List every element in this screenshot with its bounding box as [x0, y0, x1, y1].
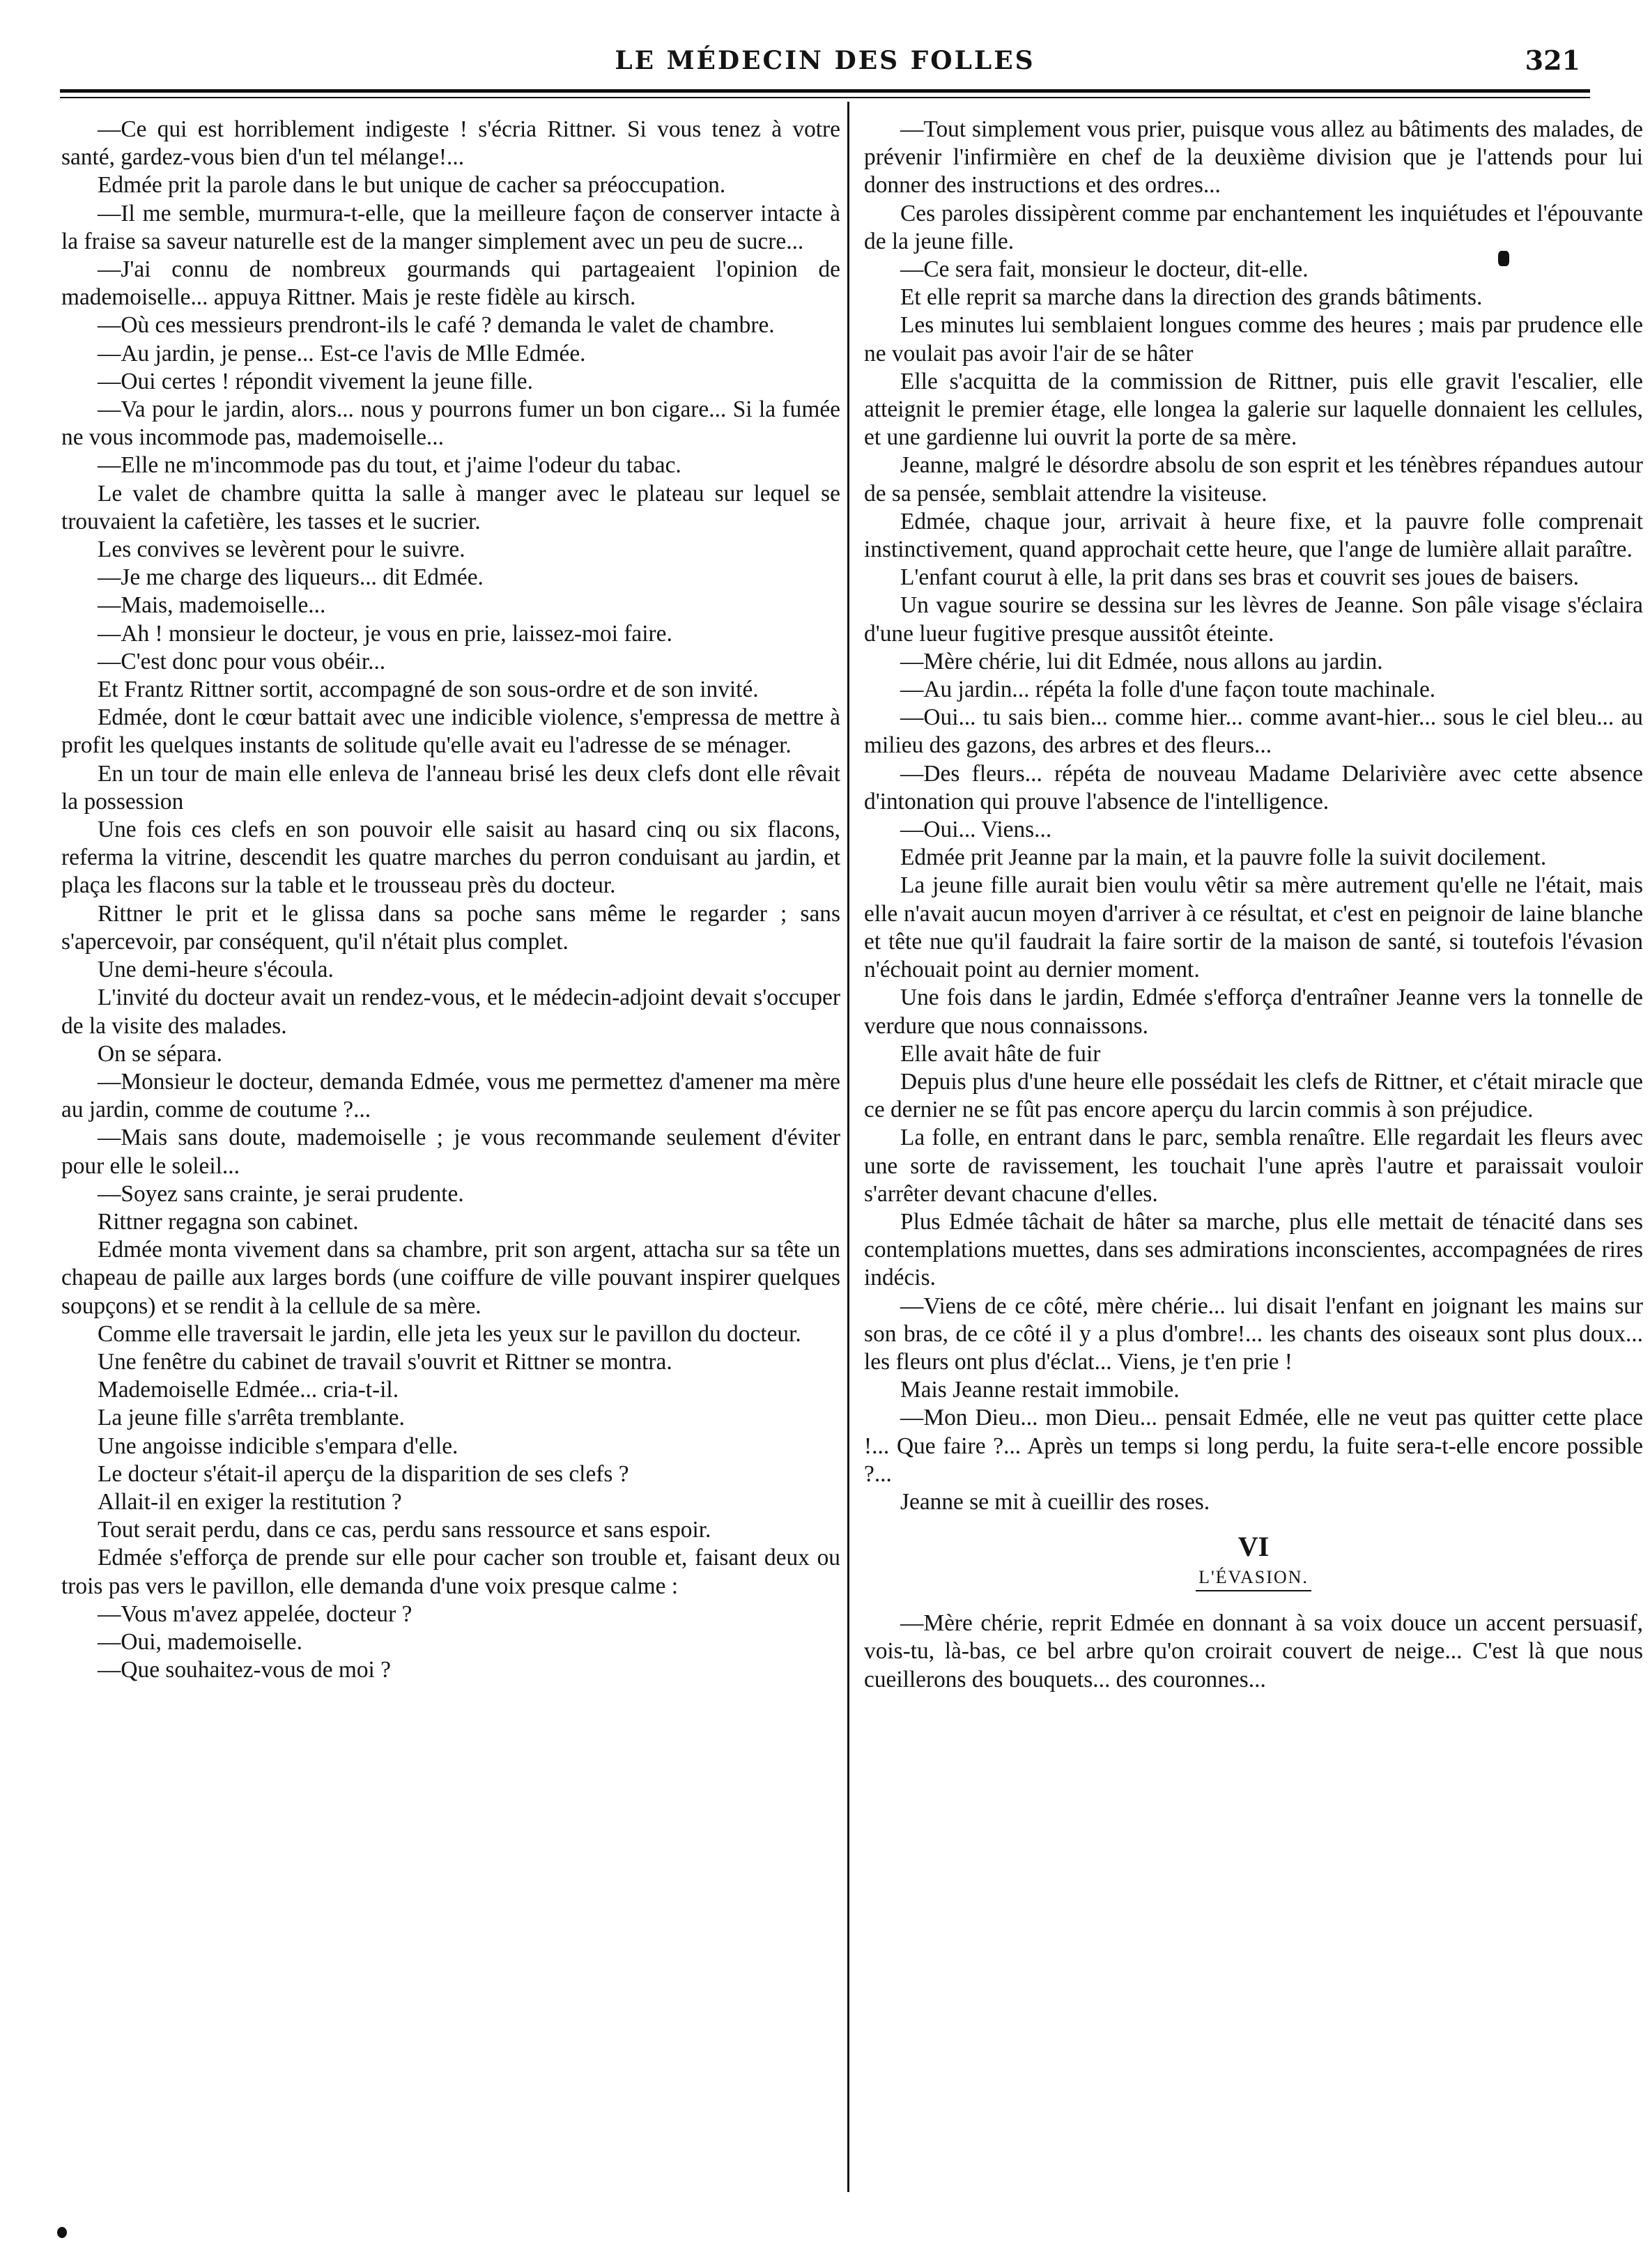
paragraph: Le docteur s'était-il aperçu de la disparition de ses clefs ? — [98, 1460, 629, 1487]
section-title — [864, 1565, 1643, 1591]
paragraph: Une fois dans le jardin, Edmée s'efforça d'entraîner Jeanne vers la tonnelle de verdure que nous connaissons. — [864, 985, 1643, 1039]
paragraph: Edmée, chaque jour, arrivait à heure fixe, et la pauvre folle comprenait instinctivement, quand approchait cette heure, que l'ange de lumière allait paraître. — [864, 508, 1643, 563]
paragraph: —Il me semble, murmura-t-elle, que la meilleure façon de conserver intacte à la fraise sa saveur naturelle est de la manger simplement avec un peu de sucre... — [61, 200, 840, 254]
paragraph: Jeanne se mit à cueillir des roses. — [900, 1488, 1210, 1515]
paragraph: Edmée s'efforça de prende sur elle pour cacher son trouble et, faisant deux ou trois pas vers le pavillon, elle demanda d'une voix presque calme : — [61, 1545, 840, 1599]
paragraph: L'invité du docteur avait un rendez-vous, et le médecin-adjoint devait s'occuper de la visite des malades. — [61, 985, 840, 1039]
paragraph: Le valet de chambre quitta la salle à manger avec le plateau sur lequel se trouvaient la cafetière, les tasses et le sucrier. — [61, 480, 840, 534]
paragraph: La jeune fille s'arrêta tremblante. — [98, 1405, 405, 1431]
paragraph: —Oui... Viens... — [900, 817, 1052, 843]
paragraph: Une demi-heure s'écoula. — [98, 957, 334, 983]
paragraph: Depuis plus d'une heure elle possédait les clefs de Rittner, et c'était miracle que ce dernier ne se fût pas encore aperçu du larcin commis à son préjudice. — [864, 1068, 1643, 1123]
paragraph: —Au jardin... répéta la folle d'une façon toute machinale. — [900, 677, 1436, 703]
paragraph: —Viens de ce côté, mère chérie... lui disait l'enfant en joignant les mains sur son bras, de ce côté il y a plus d'ombre!... les chants des oiseaux sont plus doux... les fleurs ont plus d'éclat... Viens, je t'en prie ! — [864, 1293, 1643, 1375]
ink-speck — [1498, 251, 1509, 266]
paragraph: —Mais sans doute, mademoiselle ; je vous recommande seulement d'éviter pour elle le soleil... — [61, 1125, 840, 1179]
page-number: 321 — [1525, 45, 1580, 76]
paragraph: —Mon Dieu... mon Dieu... pensait Edmée, elle ne veut pas quitter cette place !... Que faire ?... Après un temps si long perdu, la fuite sera-t-elle encore possible ?... — [864, 1405, 1643, 1487]
ink-speck — [57, 2227, 67, 2238]
paragraph: —Au jardin, je pense... Est-ce l'avis de Mlle Edmée. — [98, 340, 586, 367]
paragraph: Rittner le prit et le glissa dans sa poche sans même le regarder ; sans s'apercevoir, par conséquent, qu'il n'était plus complet. — [61, 900, 840, 955]
header-rule-thin — [60, 97, 1590, 98]
right-column — [864, 116, 1643, 1694]
paragraph: —Vous m'avez appelée, docteur ? — [98, 1600, 412, 1627]
paragraph: —Que souhaitez-vous de moi ? — [98, 1657, 391, 1683]
paragraph: —Monsieur le docteur, demanda Edmée, vous me permettez d'amener ma mère au jardin, comme de coutume ?... — [61, 1068, 840, 1123]
paragraph: Mais Jeanne restait immobile. — [900, 1377, 1180, 1403]
paragraph: —Oui, mademoiselle. — [98, 1628, 302, 1655]
paragraph: —Va pour le jardin, alors... nous y pourrons fumer un bon cigare... Si la fumée ne vous incommode pas, mademoiselle... — [61, 396, 840, 451]
paragraph: —Ce sera fait, monsieur le docteur, dit-elle. — [900, 256, 1309, 283]
header-rule-thick — [60, 89, 1590, 93]
paragraph: Edmée, dont le cœur battait avec une indicible violence, s'empressa de mettre à profit les quelques instants de solitude qu'elle avait eu l'adresse de se ménager. — [61, 704, 840, 759]
paragraph: Comme elle traversait le jardin, elle jeta les yeux sur le pavillon du docteur. — [98, 1320, 801, 1347]
paragraph: Edmée monta vivement dans sa chambre, prit son argent, attacha sur sa tête un chapeau de paille aux larges bords (une coiffure de ville pouvant inspirer quelques soupçons) et se rendit à la cellule de sa mère. — [61, 1237, 840, 1319]
paragraph: Une angoisse indicible s'empara d'elle. — [98, 1433, 458, 1459]
paragraph: Ces paroles dissipèrent comme par enchantement les inquiétudes et l'épouvante de la jeune fille. — [864, 200, 1643, 254]
paragraph: Tout serait perdu, dans ce cas, perdu sans ressource et sans espoir. — [98, 1517, 711, 1543]
paragraph: —C'est donc pour vous obéir... — [98, 648, 386, 674]
running-title: LE MÉDECIN DES FOLLES — [615, 46, 1035, 75]
paragraph: Une fenêtre du cabinet de travail s'ouvrit et Rittner se montra. — [98, 1348, 672, 1375]
paragraph: Edmée prit la parole dans le but unique de cacher sa préoccupation. — [98, 172, 726, 199]
paragraph: Les minutes lui semblaient longues comme des heures ; mais par prudence elle ne voulait pas avoir l'air de se hâter — [864, 312, 1643, 367]
running-header — [60, 40, 1590, 79]
paragraph: Elle s'acquitta de la commission de Rittner, puis elle gravit l'escalier, elle atteignit le premier étage, elle longea la galerie sur laquelle donnaient les cellules, et une gardienne lui ouvrit la porte de sa mère. — [864, 368, 1643, 451]
column-divider — [847, 102, 849, 2192]
paragraph: Rittner regagna son cabinet. — [98, 1208, 359, 1235]
paragraph: Edmée prit Jeanne par la main, et la pauvre folle la suivit docilement. — [900, 844, 1547, 871]
paragraph: Une fois ces clefs en son pouvoir elle saisit au hasard cinq ou six flacons, referma la vitrine, descendit les quatre marches du perron conduisant au jardin, et plaça les flacons sur la table et le trousseau près du docteur. — [61, 817, 840, 899]
paragraph: Les convives se levèrent pour le suivre. — [98, 537, 465, 563]
paragraph: —Mère chérie, reprit Edmée en donnant à sa voix douce un accent persuasif, vois-tu, là-bas, ce bel arbre qu'on croirait couvert de neige... C'est là que nous cueillerons des bouquets... des couronnes... — [864, 1610, 1643, 1692]
paragraph: Plus Edmée tâchait de hâter sa marche, plus elle mettait de ténacité dans ses contemplations muettes, dans ses admirations inconscientes, accompagnées de rires indécis. — [864, 1208, 1643, 1291]
paragraph: La jeune fille aurait bien voulu vêtir sa mère autrement qu'elle ne l'était, mais elle n'avait aucun moyen d'arriver à ce résultat, et c'est en peignoir de laine blanche et tête nue qu'il faudrait la faire sortir de la maison de santé, si toutefois l'évasion n'échouait point au dernier moment. — [864, 872, 1643, 983]
paragraph: —Soyez sans crainte, je serai prudente. — [98, 1180, 464, 1207]
section-number: VI — [1238, 1531, 1270, 1563]
paragraph: Et elle reprit sa marche dans la direction des grands bâtiments. — [900, 284, 1483, 311]
paragraph: Mademoiselle Edmée... cria-t-il. — [98, 1377, 399, 1403]
paragraph: —Mais, mademoiselle... — [98, 592, 326, 619]
paragraph: —Des fleurs... répéta de nouveau Madame Delarivière avec cette absence d'intonation qui prouve l'absence de l'intelligence. — [864, 760, 1643, 815]
paragraph: —Tout simplement vous prier, puisque vous allez au bâtiments des malades, de prévenir l'infirmière en chef de la deuxième division que je l'attends pour lui donner des instructions et des ordres... — [864, 116, 1643, 199]
paragraph: Allait-il en exiger la restitution ? — [98, 1488, 402, 1515]
paragraph: En un tour de main elle enleva de l'anneau brisé les deux clefs dont elle rêvait la possession — [61, 760, 840, 815]
paragraph: —Mère chérie, lui dit Edmée, nous allons au jardin. — [900, 648, 1383, 674]
left-column — [61, 116, 840, 1684]
paragraph: —Elle ne m'incommode pas du tout, et j'aime l'odeur du tabac. — [98, 452, 681, 479]
paragraph: La folle, en entrant dans le parc, sembla renaître. Elle regardait les fleurs avec une sorte de ravissement, les touchait l'une après l'autre et paraissait vouloir s'arrêter devant chacune d'elles. — [864, 1125, 1643, 1207]
paragraph: —Oui certes ! répondit vivement la jeune fille. — [98, 368, 533, 394]
paragraph: —Oui... tu sais bien... comme hier... comme avant-hier... sous le ciel bleu... au milieu des gazons, des arbres et des fleurs... — [864, 704, 1643, 759]
paragraph: —Où ces messieurs prendront-ils le café ? demanda le valet de chambre. — [98, 312, 775, 339]
paragraph: Jeanne, malgré le désordre absolu de son esprit et les ténèbres répandues autour de sa pensée, semblait attendre la visiteuse. — [864, 452, 1643, 507]
paragraph: —Ce qui est horriblement indigeste ! s'écria Rittner. Si vous tenez à votre santé, gardez-vous bien d'un tel mélange!... — [61, 116, 840, 171]
paragraph: Elle avait hâte de fuir — [900, 1040, 1101, 1067]
paragraph: —Je me charge des liqueurs... dit Edmée. — [98, 564, 484, 591]
section-title-text: L'ÉVASION. — [1196, 1565, 1311, 1591]
paragraph: —J'ai connu de nombreux gourmands qui partageaient l'opinion de mademoiselle... appuya Rittner. Mais je reste fidèle au kirsch. — [61, 256, 840, 311]
paragraph: —Ah ! monsieur le docteur, je vous en prie, laissez-moi faire. — [98, 620, 672, 647]
paragraph: L'enfant courut à elle, la prit dans ses bras et couvrit ses joues de baisers. — [900, 564, 1580, 591]
paragraph: Un vague sourire se dessina sur les lèvres de Jeanne. Son pâle visage s'éclaira d'une lueur fugitive presque aussitôt éteinte. — [864, 592, 1643, 647]
paragraph: Et Frantz Rittner sortit, accompagné de son sous-ordre et de son invité. — [98, 677, 759, 703]
paragraph: On se sépara. — [98, 1040, 222, 1067]
